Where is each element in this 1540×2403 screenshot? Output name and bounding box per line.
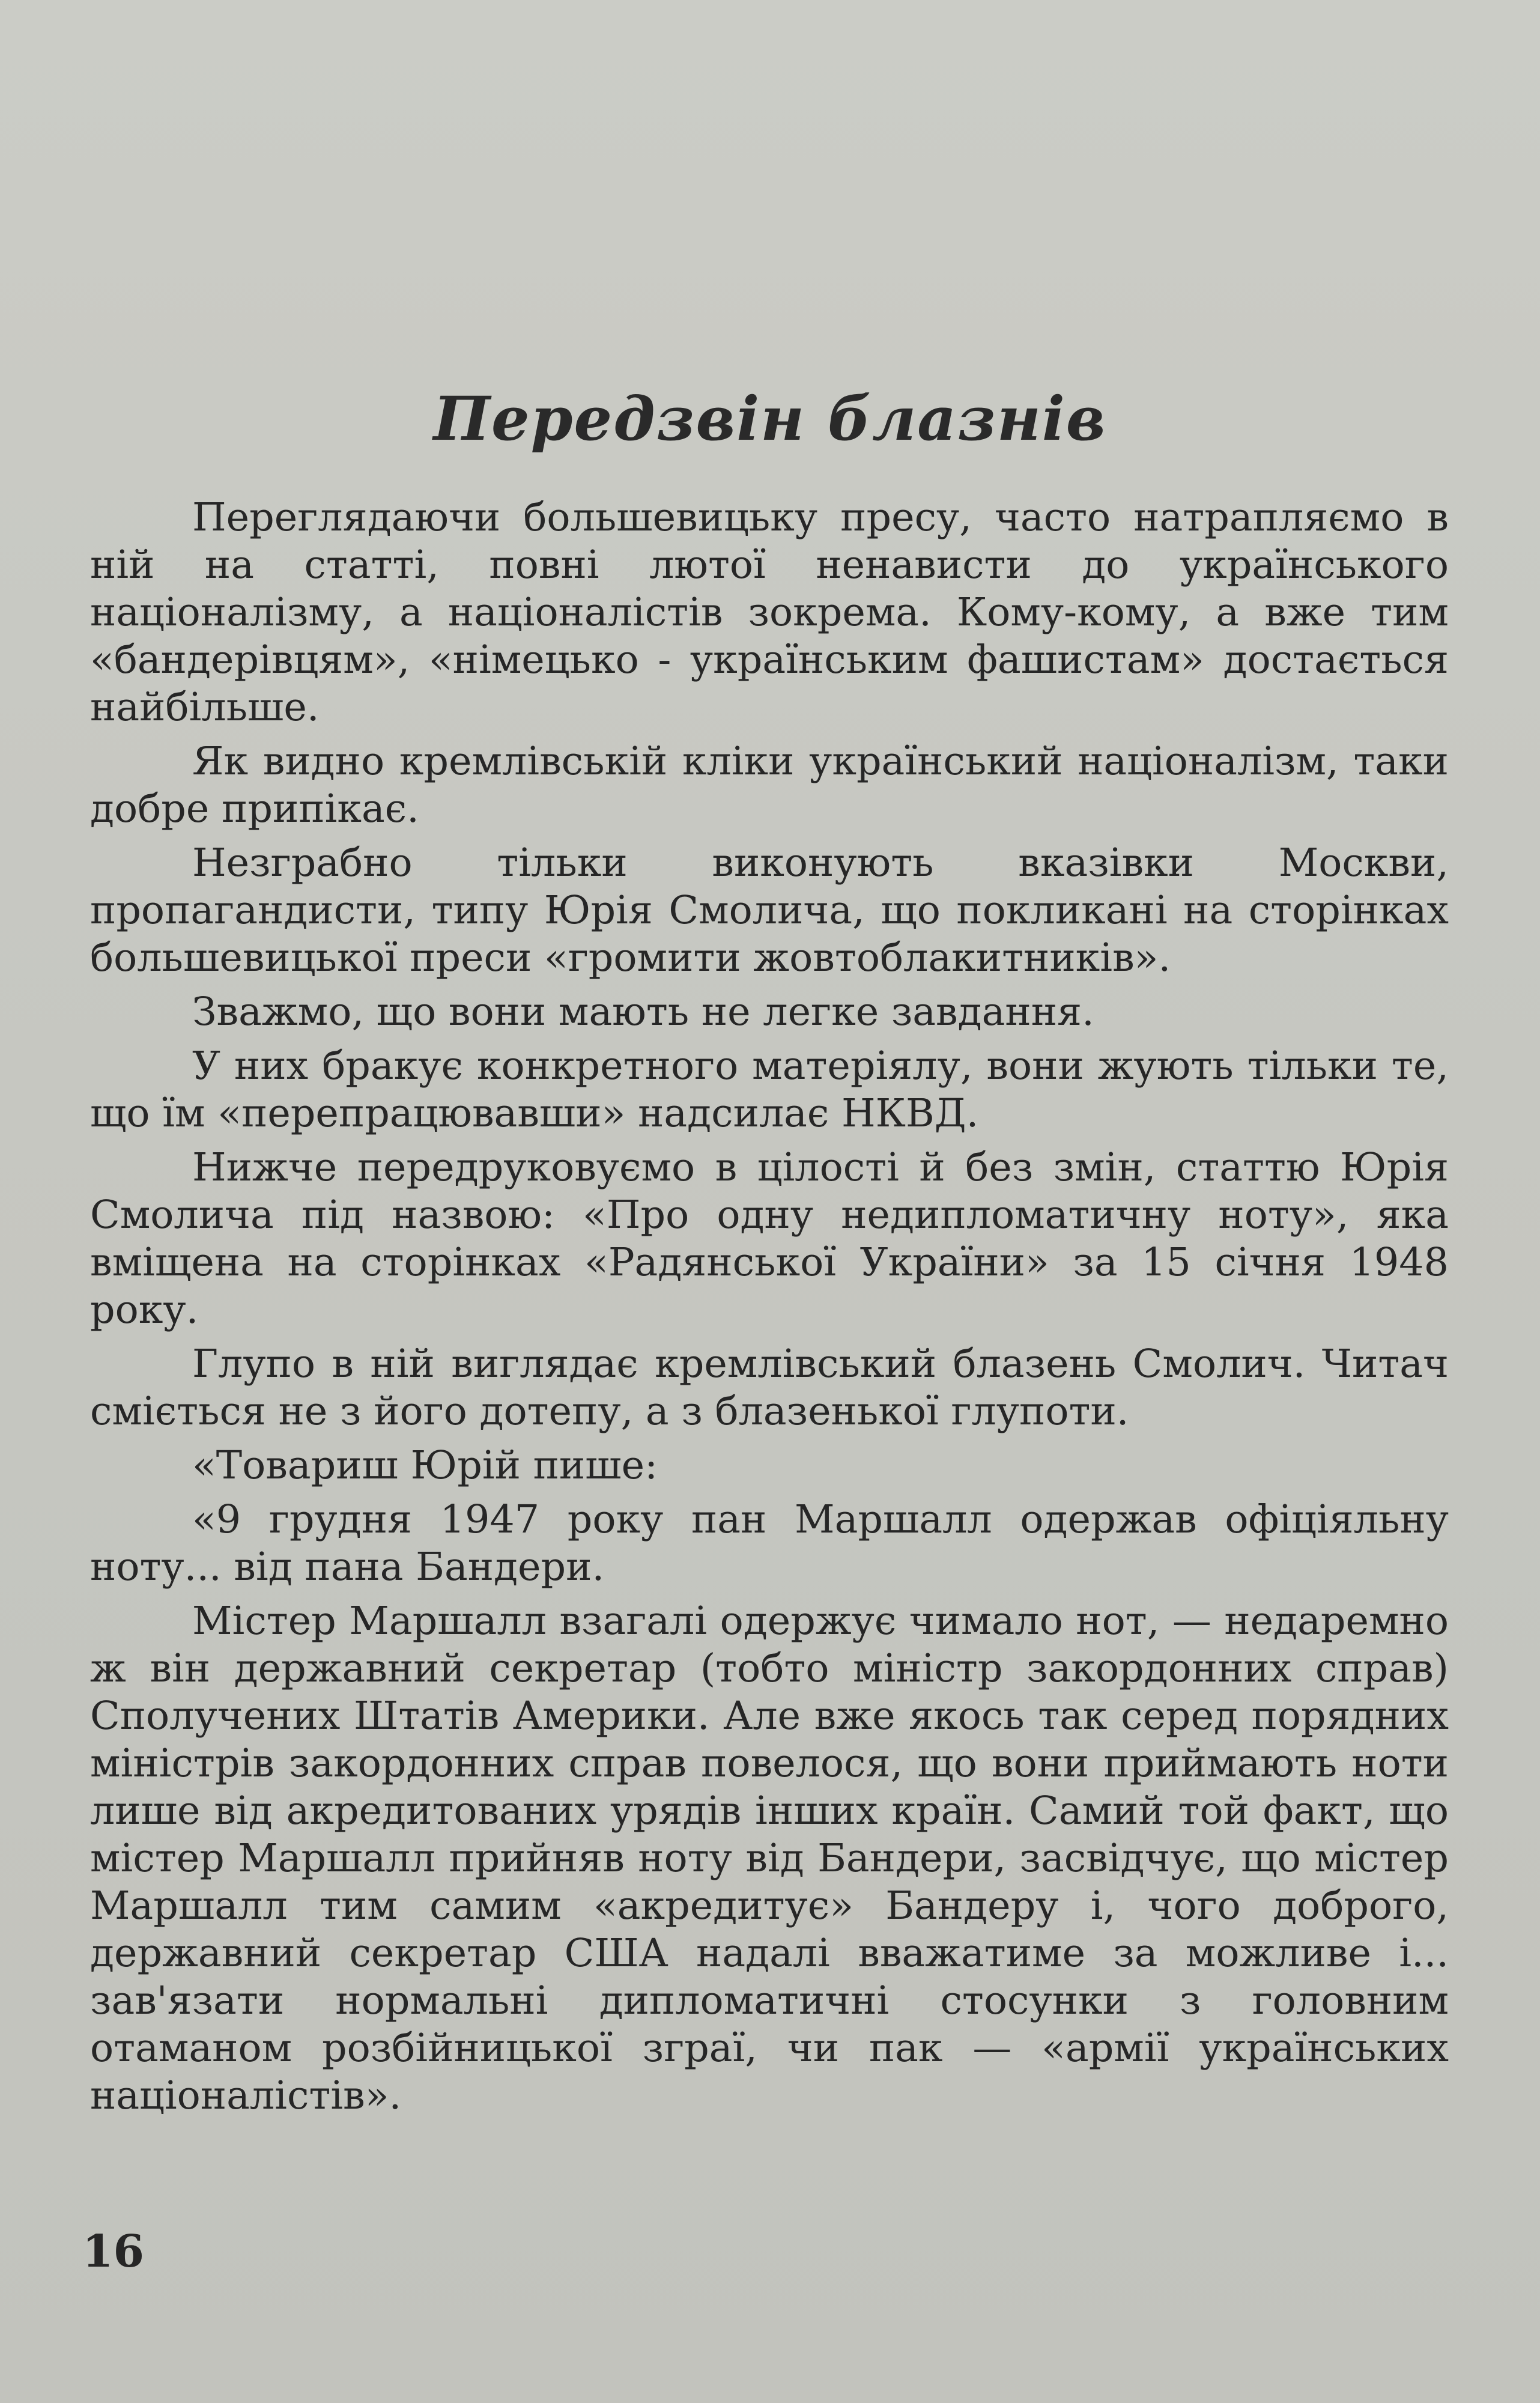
paragraph: У них бракує конкретного матеріялу, вони жують тільки те, що їм «перепрацювавши» надсилає НКВД. — [90, 1044, 1449, 1136]
paragraph: Переглядаючи большевицьку пресу, часто натрапляємо в ній на статті, повні лютої ненависти до українського націоналізму, а націоналістів зокрема. Кому-кому, а вже тим «бандерівцям», «німецько - українським фашистам» достається найбільше. — [90, 495, 1449, 730]
paragraph: Зважмо, що вони мають не легке завдання. — [192, 989, 1094, 1034]
page-number: 16 — [82, 2226, 144, 2277]
paragraph: Незграбно тільки виконують вказівки Москви, пропагандисти, типу Юрія Смолича, що покликані на сторінках большевицької преси «громити жовтоблакитників». — [90, 840, 1449, 980]
paragraph: «9 грудня 1947 року пан Маршалл одержав офіціяльну ноту... від пана Бандери. — [90, 1497, 1449, 1590]
paragraph: Як видно кремлівській кліки український націоналізм, таки добре припікає. — [90, 739, 1449, 831]
paragraph: Містер Маршалл взагалі одержує чимало нот, — недаремно ж він державний секретар (тобто міністр закордонних справ) Сполучених Штатів Америки. Але вже якось так серед порядних міністрів закордонних справ повелося, що вони приймають ноти лише від акредитованих урядів інших країн. Самий той факт, що містер Маршалл прийняв ноту від Бандери, засвідчує, що містер Маршалл тим самим «акредитує» Бандеру і, чого доброго, державний секретар США надалі вважатиме за можливе і... зав'язати нормальні дипломатичні стосунки з головним отаманом розбійницької зграї, чи пак — «армії українських націоналістів». — [90, 1599, 1449, 2118]
paragraph: «Товариш Юрій пише: — [192, 1443, 658, 1488]
paragraph: Нижче передруковуємо в цілості й без змін, статтю Юрія Смолича під назвою: «Про одну недипломатичну ноту», яка вміщена на сторінках «Радянської України» за 15 січня 1948 року. — [90, 1145, 1449, 1332]
page-title: Передзвін блазнів — [433, 383, 1107, 454]
article-body — [90, 494, 1449, 2126]
paragraph: Глупо в ній виглядає кремлівський блазень Смолич. Читач сміється не з його дотепу, а з блазенької глупоти. — [90, 1341, 1449, 1434]
